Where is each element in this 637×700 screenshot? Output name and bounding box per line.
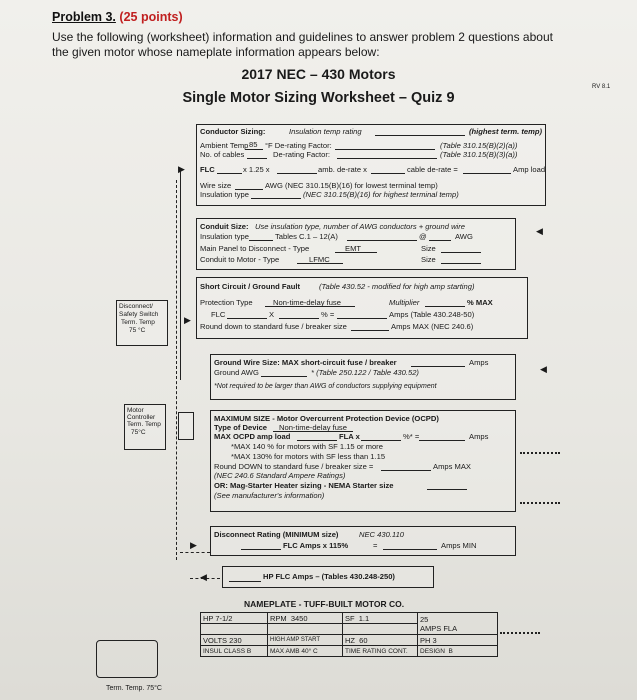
side-disconnect-3: Term. Temp — [121, 319, 155, 326]
short-circuit-note: (Table 430.52 - modified for high amp starting) — [319, 282, 475, 291]
np-spacer-3 — [343, 624, 418, 635]
dotted-leader-1 — [520, 452, 560, 454]
revision-label: RV 8.1 — [592, 84, 611, 90]
short-circuit-box — [196, 277, 528, 339]
awg-ref: AWG (NEC 310.15(B)(16) for lowest terminal temp) — [265, 181, 438, 190]
ocpd-heading: MAXIMUM SIZE - Motor Overcurrent Protection Device (OCPD) — [214, 414, 439, 423]
ocpd-fla-x: FLA x — [339, 432, 360, 441]
np-sf — [343, 613, 418, 624]
sc-amps-table: Amps (Table 430.248-50) — [389, 310, 475, 319]
nameplate-title: NAMEPLATE - TUFF-BUILT MOTOR CO. — [244, 599, 405, 609]
ocpd-note-2: *MAX 130% for motors with SF less than 1.15 — [231, 452, 386, 461]
np-sf-label: SF — [345, 613, 355, 623]
wire-size-label: Wire size — [200, 181, 232, 190]
conduit-awg: AWG — [455, 232, 473, 241]
flc-label: FLC — [200, 165, 215, 174]
main-panel-label: Main Panel to Disconnect - Type — [200, 244, 310, 253]
disconnect-eq: = — [373, 541, 378, 550]
wire-line-upper — [180, 170, 181, 380]
sc-round-down: Round down to standard fuse / breaker size — [200, 322, 347, 331]
wire-dash-bottom — [180, 552, 210, 553]
ocpd-pct-eq: %* = — [403, 432, 420, 441]
ground-awg-label: Ground AWG — [214, 368, 259, 377]
ambient-ref: (Table 310.15(B)(2)(a)) — [440, 141, 518, 150]
side-disconnect-1: Disconnect/ — [119, 303, 153, 310]
controller-indicator — [178, 412, 194, 440]
worksheet-title: 2017 NEC – 430 Motors — [241, 66, 396, 82]
motor-controller-box — [124, 404, 166, 450]
ground-wire-heading: Ground Wire Size: MAX short-circuit fuse / breaker — [214, 358, 397, 367]
insulation-ref: (NEC 310.15(B)(16) for highest terminal temp) — [303, 190, 459, 199]
sc-x-label: X — [269, 310, 275, 319]
np-time: TIME RATING CONT. — [343, 646, 418, 657]
np-spacer — [201, 624, 268, 635]
side-controller-3: Term. Temp — [127, 421, 161, 428]
arrow-icon: ▶ — [178, 164, 185, 174]
amp-load-label: Amp load — [513, 165, 546, 174]
conduit-insulation-label: Insulation type — [200, 232, 249, 241]
ambient-label: Ambient Temp — [200, 141, 249, 150]
dotted-leader-3 — [500, 632, 540, 634]
cable-derate-label: cable de-rate = — [407, 165, 458, 174]
emt-value: EMT — [345, 244, 362, 253]
nameplate-table — [200, 612, 498, 657]
ambient-value: 85 — [249, 140, 258, 149]
sc-flc-label: FLC — [211, 310, 226, 319]
side-controller-2: Controller — [127, 414, 156, 421]
ground-ref: * (Table 250.122 / Table 430.52) — [311, 368, 419, 377]
short-circuit-heading: Short Circuit / Ground Fault — [200, 282, 300, 291]
pct-max-label: % MAX — [467, 298, 493, 307]
wire-dash-left — [176, 180, 177, 560]
np-design-value: B — [448, 647, 453, 655]
lfmc-value: LFMC — [309, 255, 330, 264]
problem-intro: Use the following (worksheet) information and guidelines to answer problem 2 questions about the given motor whose nameplate information appears below: — [52, 30, 553, 59]
hp-flc-label: HP FLC Amps – (Tables 430.248-250) — [263, 572, 395, 581]
np-ph: PH 3 — [418, 635, 498, 646]
hp-flc-box — [222, 566, 434, 588]
ground-note: *Not required to be larger than AWG of conductors supplying equipment — [214, 383, 437, 390]
ocpd-amps: Amps — [469, 432, 489, 441]
num-cables-label: No. of cables — [200, 150, 245, 159]
np-amps-value: 25 — [420, 614, 429, 624]
worksheet-subtitle: Single Motor Sizing Worksheet – Quiz 9 — [182, 90, 455, 106]
ocpd-type-value: Non-time-delay fuse — [279, 423, 347, 432]
np-hz-value: 60 — [359, 635, 368, 645]
side-controller-1: Motor — [127, 407, 144, 414]
motor-icon — [96, 640, 158, 678]
np-hp: HP 7-1/2 — [201, 613, 268, 624]
sc-pct-eq: % = — [321, 310, 335, 319]
np-max-amb: MAX AMB 40° C — [268, 646, 343, 657]
derating-label: De-rating Factor: — [273, 150, 330, 159]
problem-heading — [52, 10, 183, 24]
ocpd-see: (See manufacturer's information) — [214, 491, 325, 500]
dotted-leader-2 — [520, 502, 560, 504]
disconnect-ref: NEC 430.110 — [359, 530, 405, 539]
disconnect-amps-min: Amps MIN — [441, 541, 477, 550]
np-rpm — [268, 613, 343, 624]
problem-label: Problem 3. — [52, 10, 116, 24]
np-spacer-2 — [268, 624, 343, 635]
conduit-size-label-2: Size — [421, 255, 436, 264]
amb-derate-label: amb. de-rate x — [318, 165, 367, 174]
np-hz — [343, 635, 418, 646]
ocpd-or: OR: Mag-Starter Heater sizing - NEMA Starter size — [214, 481, 394, 490]
conduit-size-box — [196, 218, 516, 270]
np-insul: INSUL CLASS B — [201, 646, 268, 657]
controller-conduit-label: Conduit to Motor - Type — [200, 255, 280, 264]
ocpd-amps-max: Amps MAX — [433, 462, 471, 471]
flc-multiplier: x 1.25 x — [243, 165, 270, 174]
protection-type-value: Non-time-delay fuse — [273, 298, 341, 307]
ocpd-type-label: Type of Device — [214, 423, 268, 432]
side-controller-4: 75°C — [131, 429, 146, 436]
np-amps — [418, 613, 498, 635]
conduit-size-label-1: Size — [421, 244, 436, 253]
ground-wire-box — [210, 354, 516, 400]
arrow-icon: ▶ — [184, 315, 191, 325]
disconnect-flc: FLC Amps x 115% — [283, 541, 349, 550]
derating-ref: (Table 310.15(B)(3)(a)) — [440, 150, 518, 159]
ocpd-note-1: *MAX 140 % for motors with SF 1.15 or more — [231, 442, 383, 451]
conduit-at: @ — [419, 232, 427, 241]
ocpd-box — [210, 410, 516, 512]
disconnect-switch-box — [116, 300, 168, 346]
np-rpm-label: RPM — [270, 613, 287, 623]
np-rpm-value: 3450 — [290, 613, 308, 623]
motor-term-temp: Term. Temp. 75°C — [106, 685, 162, 692]
np-sf-value: 1.1 — [358, 613, 370, 623]
sc-amps-max: Amps MAX (NEC 240.6) — [391, 322, 474, 331]
conduit-heading-note: Use insulation type, number of AWG conductors + ground wire — [255, 222, 465, 231]
problem-points: (25 points) — [119, 10, 183, 24]
np-high-amp: HIGH AMP START — [268, 635, 343, 646]
conductor-sizing-box — [196, 124, 546, 206]
insulation-type-label: Insulation type — [200, 190, 249, 199]
np-volts: VOLTS 230 — [201, 635, 268, 646]
conductor-heading-right: (highest term. temp) — [469, 127, 542, 136]
disconnect-heading: Disconnect Rating (MINIMUM size) — [214, 530, 339, 539]
protection-type-label: Protection Type — [200, 298, 253, 307]
side-disconnect-2: Safety Switch — [119, 311, 159, 318]
ambient-unit: °F De-rating Factor: — [265, 141, 332, 150]
np-design-label: DESIGN — [420, 647, 445, 655]
arrow-icon: ▶ — [190, 540, 197, 550]
conduit-tables: Tables C.1 – 12(A) — [275, 232, 338, 241]
side-disconnect-4: 75 °C — [129, 327, 146, 334]
np-amps-fla: AMPS FLA — [420, 623, 458, 633]
np-design — [418, 646, 498, 657]
ground-wire-amps: Amps — [469, 358, 489, 367]
conductor-heading-note: Insulation temp rating — [289, 127, 362, 136]
ocpd-round-down: Round DOWN to standard fuse / breaker size = — [214, 462, 374, 471]
max-ocpd-label: MAX OCPD amp load — [214, 432, 291, 441]
arrow-icon: ◀ — [200, 572, 207, 582]
ocpd-nec-ref: (NEC 240.6 Standard Ampere Ratings) — [214, 471, 346, 480]
arrow-icon: ◀ — [536, 226, 543, 236]
multiplier-label: Multiplier — [389, 298, 420, 307]
arrow-icon: ◀ — [540, 364, 547, 374]
np-hz-label: HZ — [345, 635, 355, 645]
conductor-heading: Conductor Sizing: — [200, 127, 266, 136]
conduit-heading: Conduit Size: — [200, 222, 249, 231]
disconnect-rating-box — [210, 526, 516, 556]
